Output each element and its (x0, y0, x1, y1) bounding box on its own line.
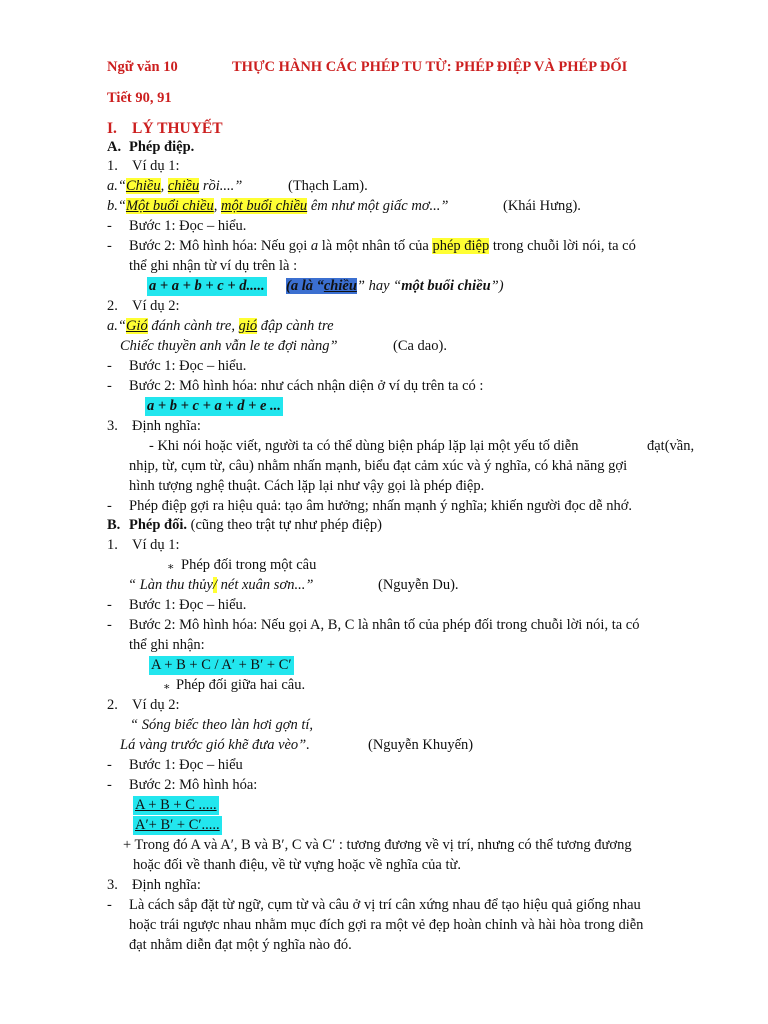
text-part: là một nhân tố của (318, 238, 433, 254)
quote-part: “ Làn thu thủy (128, 577, 213, 593)
quote-text (107, 197, 449, 216)
subsection-a-label: A. (107, 139, 122, 155)
comma: , (160, 178, 165, 194)
dash-bullet: - (107, 597, 112, 613)
dash-bullet: - (107, 777, 112, 793)
list-title: Ví dụ 1: (132, 158, 180, 174)
list-number: 1. (107, 158, 118, 174)
quote-part: nét xuân sơn...” (217, 577, 314, 593)
highlight-slash: / (213, 577, 218, 593)
citation: (Thạch Lam). (288, 178, 368, 194)
subsection-b-label: B. (107, 517, 121, 533)
quote-open: a.“ (107, 178, 126, 194)
quote-rest: êm như một giấc mơ...” (307, 198, 449, 214)
formula-highlight: A′+ B′ + C′..... (135, 817, 220, 833)
variable: a (310, 238, 319, 254)
subject-label: Ngữ văn 10 (107, 59, 178, 75)
bullet-text: Phép đối trong một câu (181, 557, 317, 573)
formula-highlight: a + b + c + a + d + e ... (147, 398, 281, 414)
step-text: Bước 2: Mô hình hóa: Nếu gọi A, B, C là nhân tố của phép đối trong chuỗi lời nói, ta có (129, 617, 640, 633)
highlight-word: chiều (167, 178, 200, 194)
citation: (Ca dao). (393, 338, 447, 354)
definition-text: - Khi nói hoặc viết, người ta có thể dùng biện pháp lặp lại một yếu tố diễn (149, 438, 579, 454)
citation: (Nguyễn Du). (378, 577, 459, 593)
quote-text: “ Sóng biếc theo làn hơi gợn tí, (130, 717, 314, 733)
note-text: ” hay “ (356, 278, 402, 294)
quote-mid: đánh cành tre, (147, 318, 239, 334)
definition-text: Là cách sắp đặt từ ngữ, cụm từ và câu ở vị trí cân xứng nhau để tạo hiệu quả giống nhau (129, 897, 641, 913)
highlight-word: Gió (125, 318, 148, 334)
highlight-word: Chiều (125, 178, 161, 194)
note-highlight: (a là “ (286, 278, 324, 294)
dash-bullet: - (107, 757, 112, 773)
highlight-word: gió (238, 318, 258, 334)
subsection-b-title-wrap (129, 516, 382, 535)
step-text (129, 237, 636, 256)
step-text: Bước 1: Đọc – hiểu. (129, 218, 247, 234)
quote-text: Chiếc thuyền anh vẫn le te đợi nàng” (120, 338, 338, 354)
list-title: Ví dụ 2: (132, 298, 180, 314)
text-part: Bước 2: Mô hình hóa: Nếu gọi (129, 238, 311, 254)
dash-bullet: - (107, 897, 112, 913)
note-highlight-word: chiều (323, 278, 357, 294)
star-bullet-icon: ∗ (167, 561, 175, 573)
citation: (Nguyễn Khuyến) (368, 737, 474, 753)
subsection-b-title: Phép đối. (129, 517, 188, 533)
step-text: Bước 2: Mô hình hóa: như cách nhận diện ở ví dụ trên ta có : (129, 378, 484, 394)
definition-text: đạt(vần, (647, 438, 695, 454)
list-number: 3. (107, 418, 118, 434)
subsection-a-title: Phép điệp. (129, 139, 195, 155)
bullet-text: Phép đối giữa hai câu. (176, 677, 306, 693)
highlight-phrase: một buổi chiều (221, 198, 308, 214)
section-number: I. (107, 120, 117, 137)
list-number: 2. (107, 298, 118, 314)
list-number: 2. (107, 697, 118, 713)
dash-bullet: - (107, 218, 112, 234)
definition-text: nhịp, từ, cụm từ, câu) nhằm nhấn mạnh, biểu đạt cảm xúc và ý nghĩa, có khả năng gợi (129, 458, 628, 474)
highlight-term: phép điệp (432, 238, 490, 254)
step-text: thể ghi nhận: (129, 637, 205, 653)
section-title: LÝ THUYẾT (132, 120, 223, 137)
quote-text (107, 177, 242, 196)
list-title: Ví dụ 1: (132, 537, 180, 553)
quote-text: Lá vàng trước gió khẽ đưa vèo”. (120, 737, 310, 753)
quote-rest: rồi....” (199, 178, 243, 194)
dash-bullet: - (107, 378, 112, 394)
star-bullet-icon: ∗ (163, 681, 171, 693)
note-text: + Trong đó A và A′, B và B′, C và C′ : tương đương về vị trí, nhưng có thể tương đương (123, 837, 632, 853)
formula-highlight: a + a + b + c + d..... (149, 278, 265, 294)
dash-bullet: - (107, 617, 112, 633)
citation: (Khái Hưng). (503, 198, 581, 214)
formula-highlight: A + B + C ..... (135, 797, 217, 813)
definition-text: đạt nhằm diễn đạt một ý nghĩa nào đó. (129, 937, 352, 953)
note-text: hoặc đối về thanh điệu, về từ vựng hoặc về nghĩa của từ. (133, 857, 461, 873)
step-text: Bước 1: Đọc – hiểu. (129, 358, 247, 374)
step-text: Bước 1: Đọc – hiểu. (129, 597, 247, 613)
list-title: Định nghĩa: (132, 877, 201, 893)
quote-open: a.“ (107, 318, 126, 334)
list-title: Ví dụ 2: (132, 697, 180, 713)
note-text: ”) (490, 278, 504, 294)
quote-text (128, 576, 313, 595)
quote-open: b.“ (107, 198, 126, 214)
lesson-label: Tiết 90, 91 (107, 90, 172, 106)
step-text: Bước 1: Đọc – hiểu (129, 757, 243, 773)
definition-text: hoặc trái ngược nhau nhằm mục đích gợi ra một vẻ đẹp hoàn chỉnh và hài hòa trong diễn (129, 917, 644, 933)
note-bold: một buổi chiều (401, 278, 491, 294)
quote-text (107, 317, 334, 336)
comma: , (213, 198, 218, 214)
quote-rest: đập cành tre (257, 318, 334, 334)
dash-bullet: - (107, 238, 112, 254)
list-number: 1. (107, 537, 118, 553)
dash-bullet: - (107, 358, 112, 374)
formula-note (286, 277, 504, 296)
list-number: 3. (107, 877, 118, 893)
dash-bullet: - (107, 498, 112, 514)
step-text: Bước 2: Mô hình hóa: (129, 777, 258, 793)
subsection-b-note: (cũng theo trật tự như phép điệp) (187, 517, 382, 533)
definition-text: hình tượng nghệ thuật. Cách lặp lại như vậy gọi là phép điệp. (129, 478, 485, 494)
effect-text: Phép điệp gợi ra hiệu quả: tạo âm hưởng; nhấn mạnh ý nghĩa; khiến người đọc dễ nhớ. (129, 498, 633, 514)
list-title: Định nghĩa: (132, 418, 201, 434)
formula-highlight: A + B + C / A′ + B′ + C′ (151, 657, 292, 673)
step-text: thể ghi nhận từ ví dụ trên là : (129, 258, 298, 274)
document-title: THỰC HÀNH CÁC PHÉP TU TỪ: PHÉP ĐIỆP VÀ PHÉP ĐỐI (232, 59, 628, 75)
highlight-phrase: Một buổi chiều (125, 198, 214, 214)
text-part: trong chuỗi lời nói, ta có (489, 238, 636, 254)
